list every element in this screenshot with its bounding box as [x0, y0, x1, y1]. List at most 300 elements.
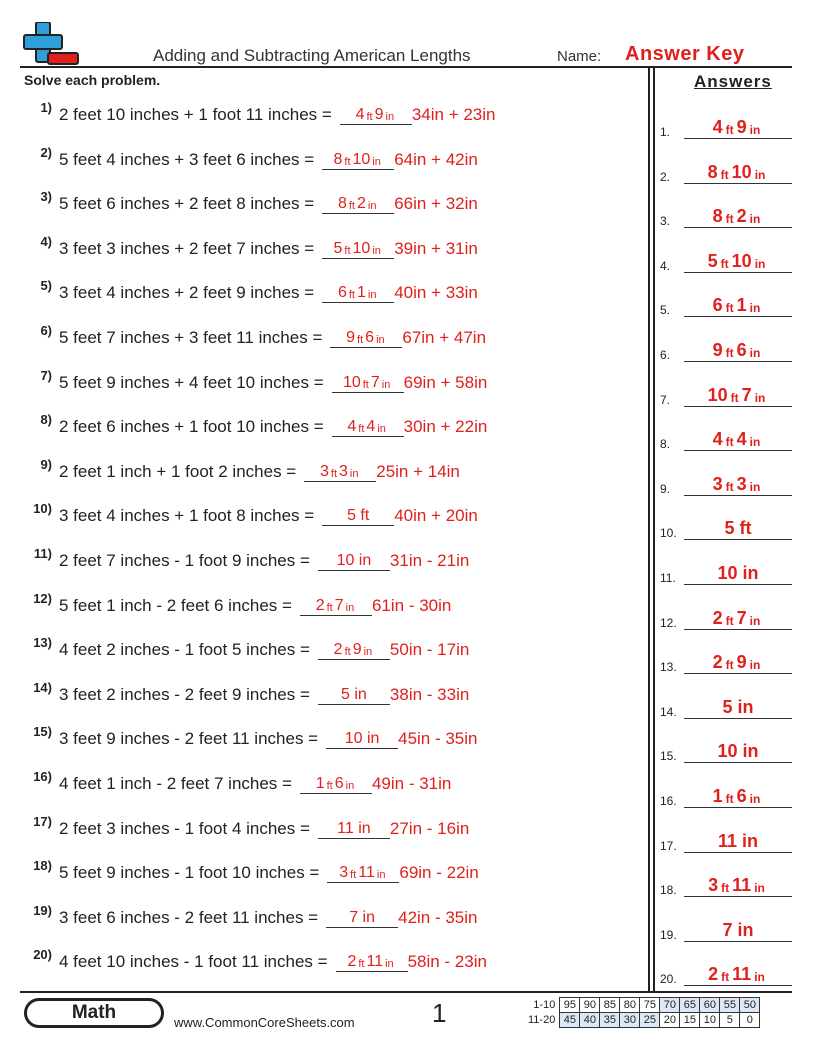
problem-line — [59, 682, 469, 705]
problem-line — [59, 191, 478, 214]
answer-line — [684, 515, 792, 540]
answer-row — [660, 912, 792, 942]
answer-number: 13. — [660, 660, 677, 675]
answer-row — [660, 823, 792, 853]
score-cell: 20 — [660, 1013, 680, 1028]
answer-value: 7 — [741, 384, 752, 405]
problem-number: 7) — [40, 367, 52, 383]
problem-row — [24, 100, 644, 130]
problem-text: 3 feet 2 inches - 2 feet 9 inches = — [59, 684, 310, 704]
answer-unit: ft — [330, 467, 338, 480]
answer-blank — [332, 414, 404, 437]
answer-blank — [336, 949, 408, 972]
instructions: Solve each problem. — [24, 72, 161, 88]
answer-value: 10 — [731, 161, 752, 182]
answer-line — [684, 560, 792, 585]
answer-row — [660, 332, 792, 362]
problem-number: 2) — [40, 144, 52, 160]
problem-line — [59, 637, 469, 660]
answer-unit: in — [754, 167, 766, 182]
answer-value: 2 — [712, 652, 723, 673]
answer-line — [684, 961, 792, 986]
problem-text: 2 feet 3 inches - 1 foot 4 inches = — [59, 818, 310, 838]
answer-line — [684, 694, 792, 719]
score-cell: 50 — [740, 998, 760, 1013]
answer-unit: in — [345, 601, 355, 614]
answer-unit: ft — [721, 970, 730, 985]
problem-text: 2 feet 6 inches + 1 foot 10 inches = — [59, 417, 324, 437]
score-cell: 45 — [560, 1013, 580, 1028]
problem-number: 8) — [40, 412, 52, 428]
answer-blank — [304, 459, 376, 482]
answer-value: 7 in — [722, 919, 754, 940]
problem-number: 4) — [40, 233, 52, 249]
answer-unit: ft — [725, 301, 734, 316]
website-url: www.CommonCoreSheets.com — [174, 1015, 355, 1030]
work-shown: 39in + 31in — [394, 238, 478, 258]
answer-blank — [326, 905, 398, 928]
problem-line — [59, 147, 478, 170]
answer-blank — [318, 548, 390, 571]
answer-line — [684, 292, 792, 317]
answer-value: 1 — [736, 295, 747, 316]
answer-value: 10 in — [717, 741, 759, 762]
answer-number: 9. — [660, 481, 671, 496]
problem-number: 5) — [40, 278, 52, 294]
answer-unit: in — [754, 970, 765, 985]
answer-line — [684, 738, 792, 763]
score-cell: 90 — [580, 998, 600, 1013]
score-cell: 85 — [600, 998, 620, 1013]
answer-number: 6. — [660, 348, 671, 362]
answer-blank — [322, 503, 394, 526]
answer-value: 11 in — [717, 830, 759, 851]
answer-row — [660, 689, 792, 719]
work-shown: 30in + 22in — [403, 417, 488, 437]
problem-row — [24, 724, 644, 754]
problem-row — [24, 680, 644, 710]
answer-blank — [327, 860, 399, 883]
problem-number: 9) — [40, 456, 52, 472]
answer-line — [684, 828, 792, 853]
answer-unit: in — [749, 613, 761, 628]
answer-row — [660, 109, 792, 139]
answer-unit: ft — [357, 334, 364, 346]
answer-value: 4 — [366, 418, 376, 436]
problem-line — [59, 280, 478, 303]
problem-number: 6) — [40, 323, 52, 338]
problem-row — [24, 323, 644, 353]
answer-value: 9 — [374, 106, 384, 123]
answer-line — [684, 426, 792, 451]
problem-text: 5 feet 1 inch - 2 feet 6 inches = — [59, 595, 292, 615]
work-shown: 50in - 17in — [389, 640, 470, 660]
problem-text: 2 feet 10 inches + 1 foot 11 inches = — [59, 105, 332, 124]
problem-text: 4 feet 1 inch - 2 feet 7 inches = — [59, 774, 292, 793]
answer-unit: in — [754, 881, 765, 896]
answer-unit: ft — [720, 167, 729, 182]
score-cell: 10 — [700, 1013, 720, 1028]
answer-row — [660, 377, 792, 407]
answer-unit: in — [754, 390, 766, 405]
answer-row — [660, 510, 792, 540]
answer-value: 2 — [315, 596, 325, 614]
answer-value: 4 — [355, 106, 365, 123]
answer-unit: ft — [725, 613, 734, 628]
answer-unit: ft — [725, 658, 734, 673]
answer-unit: in — [385, 111, 395, 123]
answer-unit: in — [754, 256, 766, 271]
answer-line — [684, 203, 792, 228]
work-shown: 25in + 14in — [376, 461, 460, 481]
answer-number: 7. — [660, 392, 671, 407]
problem-text: 3 feet 4 inches + 2 feet 9 inches = — [59, 283, 315, 303]
answer-value: 8 — [712, 206, 723, 227]
answer-number: 4. — [660, 258, 671, 273]
answer-unit: in — [367, 289, 377, 302]
problem-line — [59, 548, 469, 571]
work-shown: 69in - 22in — [399, 863, 479, 883]
problem-line — [59, 102, 495, 125]
problem-line — [59, 771, 451, 794]
answer-row — [660, 154, 792, 184]
work-shown: 40in + 20in — [394, 506, 478, 526]
answer-value: 3 — [712, 473, 723, 494]
answer-unit: ft — [344, 155, 351, 168]
answer-unit: ft — [326, 601, 333, 614]
answer-unit: in — [372, 244, 381, 257]
problem-row — [24, 145, 644, 175]
problem-text: 3 feet 6 inches - 2 feet 11 inches = — [59, 907, 319, 927]
answer-unit: ft — [344, 244, 351, 257]
answer-value: 9 — [736, 652, 747, 673]
answer-number: 12. — [660, 615, 677, 630]
problem-text: 3 feet 4 inches + 1 foot 8 inches = — [59, 506, 315, 526]
answer-value: 9 — [352, 641, 362, 659]
problem-line — [59, 816, 469, 839]
answer-value: 4 — [736, 429, 747, 450]
work-shown: 38in - 33in — [389, 684, 470, 704]
problem-number: 3) — [40, 189, 52, 205]
answer-unit: in — [749, 123, 761, 137]
answer-row — [660, 287, 792, 317]
answer-row — [660, 198, 792, 228]
answer-unit: ft — [326, 780, 333, 792]
answer-unit: ft — [350, 869, 357, 882]
answer-value: 2 — [708, 964, 719, 985]
problem-row — [24, 278, 644, 308]
answer-unit: ft — [366, 111, 373, 123]
answer-number: 10. — [660, 526, 677, 541]
answer-number: 16. — [660, 794, 677, 808]
answer-value: 5 — [707, 250, 718, 271]
score-cell: 80 — [620, 998, 640, 1013]
subject-badge: Math — [24, 998, 164, 1028]
answer-unit: in — [345, 780, 355, 792]
answer-unit: ft — [720, 256, 729, 271]
answer-value: 9 — [736, 117, 747, 137]
answer-value: 6 — [736, 786, 747, 806]
answer-value: 9 — [346, 329, 356, 346]
answer-blank — [322, 147, 394, 170]
score-cell: 30 — [620, 1013, 640, 1028]
score-cell: 65 — [680, 998, 700, 1013]
problem-line — [59, 236, 478, 259]
answer-value: 5 — [333, 239, 343, 257]
answer-row — [660, 956, 792, 986]
answer-value: 3 — [708, 875, 719, 896]
answer-unit: in — [749, 658, 761, 673]
answer-number: 11. — [660, 571, 676, 585]
answer-line — [684, 159, 792, 184]
problem-text: 2 feet 7 inches - 1 foot 9 inches = — [59, 551, 310, 570]
answer-line — [684, 471, 792, 496]
work-shown: 27in - 16in — [389, 818, 470, 838]
answer-number: 17. — [660, 838, 677, 853]
answer-unit: in — [363, 646, 373, 659]
answer-unit: in — [749, 346, 761, 360]
problem-text: 4 feet 10 inches - 1 foot 11 inches = — [59, 952, 328, 972]
problem-row — [24, 947, 644, 977]
problem-text: 5 feet 9 inches + 4 feet 10 inches = — [59, 372, 324, 392]
answer-blank — [322, 236, 394, 259]
score-cell: 35 — [600, 1013, 620, 1028]
answer-value: 2 — [347, 953, 357, 971]
answer-unit: ft — [358, 423, 365, 436]
answer-value: 2 — [333, 641, 343, 659]
problem-number: 10) — [33, 501, 52, 517]
score-table — [526, 997, 760, 1028]
problem-number: 12) — [33, 590, 52, 606]
problem-number: 14) — [33, 679, 52, 695]
answer-blank — [300, 771, 372, 794]
score-cell: 0 — [740, 1013, 760, 1028]
answer-number: 14. — [660, 704, 677, 719]
score-range-label: 1-10 — [533, 999, 556, 1011]
logo-plus-minus-icon — [22, 22, 80, 66]
problem-number: 13) — [33, 635, 52, 651]
problem-line — [59, 459, 460, 482]
answer-row — [660, 644, 792, 674]
page-title: Adding and Subtracting American Lengths — [153, 46, 471, 65]
answer-line — [684, 783, 792, 808]
answer-value: 4 — [347, 418, 357, 436]
answer-value: 5 in — [341, 685, 367, 703]
problem-row — [24, 769, 644, 799]
answer-number: 18. — [660, 883, 677, 898]
problem-number: 19) — [33, 902, 52, 918]
score-cell: 40 — [580, 1013, 600, 1028]
answer-value: 4 — [712, 117, 723, 137]
answer-number: 19. — [660, 927, 677, 942]
problem-number: 17) — [33, 813, 52, 829]
answer-unit: in — [749, 301, 761, 316]
problem-row — [24, 903, 644, 933]
answer-value: 3 — [736, 473, 747, 494]
answer-row — [660, 600, 792, 630]
answer-value: 5 in — [722, 696, 754, 717]
answer-value: 9 — [712, 340, 723, 360]
answer-unit: ft — [358, 958, 365, 971]
answer-row — [660, 778, 792, 808]
answer-line — [684, 872, 792, 897]
work-shown: 58in - 23in — [407, 952, 487, 972]
answer-unit: in — [749, 792, 761, 806]
score-cell: 55 — [720, 998, 740, 1013]
score-cell: 60 — [700, 998, 720, 1013]
problem-line — [59, 414, 487, 437]
work-shown: 69in + 58in — [403, 372, 488, 392]
answer-value: 10 in — [717, 563, 759, 583]
answer-value: 2 — [356, 195, 366, 213]
answer-value: 2 — [736, 206, 747, 227]
answer-unit: ft — [725, 346, 734, 360]
problem-text: 4 feet 2 inches - 1 foot 5 inches = — [59, 640, 310, 660]
answer-value: 6 — [334, 775, 344, 792]
answer-number: 20. — [660, 972, 677, 987]
column-divider — [648, 68, 650, 992]
score-cell: 5 — [720, 1013, 740, 1028]
answer-unit: in — [385, 958, 394, 971]
score-cell: 15 — [680, 1013, 700, 1028]
answer-unit: in — [749, 212, 761, 227]
work-shown: 45in - 35in — [398, 729, 478, 749]
answer-number: 5. — [660, 303, 671, 318]
problem-row — [24, 234, 644, 264]
answer-unit: ft — [362, 378, 369, 391]
answer-number: 15. — [660, 749, 677, 764]
problem-row — [24, 501, 644, 531]
answer-unit: in — [749, 435, 761, 450]
answer-line — [684, 248, 792, 273]
problem-row — [24, 591, 644, 621]
problem-line — [59, 860, 479, 883]
answer-value: 11 — [732, 875, 752, 896]
score-row — [526, 1013, 760, 1028]
answer-value: 7 — [334, 596, 344, 614]
answer-unit: ft — [725, 479, 734, 494]
answer-number: 3. — [660, 214, 671, 229]
answer-unit: in — [381, 378, 391, 391]
answer-unit: in — [376, 334, 385, 346]
problem-text: 3 feet 3 inches + 2 feet 7 inches = — [59, 238, 315, 258]
answer-value: 6 — [736, 340, 747, 360]
page-number: 1 — [432, 998, 447, 1028]
score-range-label: 11-20 — [528, 1014, 556, 1026]
answer-value: 10 — [342, 373, 361, 391]
answer-value: 5 ft — [347, 507, 370, 525]
problem-row — [24, 546, 644, 576]
problem-row — [24, 457, 644, 487]
answer-unit: ft — [721, 881, 730, 896]
problem-text: 5 feet 6 inches + 2 feet 8 inches = — [59, 194, 315, 214]
answer-unit: ft — [725, 792, 734, 806]
score-row — [526, 998, 760, 1013]
answer-line — [684, 917, 792, 942]
answer-value: 10 — [707, 384, 728, 405]
answer-value: 1 — [356, 284, 366, 302]
answer-value: 3 — [319, 462, 329, 480]
score-cell: 95 — [560, 998, 580, 1013]
answer-value: 11 — [366, 953, 384, 971]
work-shown: 40in + 33in — [394, 283, 478, 303]
answer-blank — [326, 726, 398, 749]
answer-number: 1. — [660, 125, 671, 139]
work-shown: 34in + 23in — [411, 105, 496, 124]
answer-value: 10 in — [336, 552, 372, 569]
answer-value: 3 — [339, 462, 348, 480]
name-label: Name: — [557, 48, 602, 65]
work-shown: 61in - 30in — [371, 595, 452, 615]
problem-number: 16) — [33, 769, 52, 784]
answer-unit: ft — [730, 390, 739, 405]
answer-key-label: Answer Key — [625, 43, 745, 65]
answer-blank — [340, 102, 412, 125]
problem-line — [59, 593, 451, 616]
problem-number: 15) — [33, 724, 52, 740]
answer-unit: in — [372, 155, 381, 168]
answer-line — [684, 382, 792, 407]
answer-row — [660, 733, 792, 763]
answer-unit: in — [367, 200, 377, 213]
answer-unit: ft — [725, 435, 734, 450]
footer-divider — [20, 991, 792, 993]
problem-number: 20) — [33, 947, 52, 963]
work-shown: 42in - 35in — [398, 907, 478, 927]
answer-value: 6 — [337, 284, 347, 302]
answer-unit: ft — [348, 289, 355, 302]
answer-unit: ft — [725, 123, 734, 137]
answer-row — [660, 555, 792, 585]
answer-unit: ft — [344, 646, 351, 659]
answer-row — [660, 243, 792, 273]
answer-value: 5 ft — [724, 518, 752, 539]
answer-line — [684, 337, 792, 362]
problem-line — [59, 726, 478, 749]
problem-line — [59, 503, 478, 526]
answer-value: 1 — [315, 775, 325, 792]
problem-row — [24, 858, 644, 888]
problem-line — [59, 370, 487, 393]
answer-line — [684, 649, 792, 674]
answer-value: 8 — [707, 161, 718, 182]
problem-line — [59, 905, 478, 928]
problem-number: 11) — [33, 546, 52, 561]
problem-number: 18) — [33, 858, 52, 874]
problem-row — [24, 412, 644, 442]
answer-blank — [318, 816, 390, 839]
answer-value: 11 — [732, 964, 752, 985]
answer-blank — [330, 325, 402, 348]
problem-text: 5 feet 9 inches - 1 foot 10 inches = — [59, 863, 320, 883]
work-shown: 66in + 32in — [394, 194, 478, 214]
work-shown: 49in - 31in — [371, 774, 452, 793]
answer-blank — [322, 280, 394, 303]
answer-value: 6 — [712, 295, 723, 316]
answer-value: 10 in — [344, 730, 380, 748]
problem-row — [24, 368, 644, 398]
score-cell: 75 — [640, 998, 660, 1013]
answer-value: 3 — [339, 864, 349, 882]
answer-value: 2 — [712, 607, 723, 628]
answer-unit: in — [376, 869, 386, 882]
work-shown: 64in + 42in — [394, 149, 478, 169]
answer-blank — [318, 682, 390, 705]
answer-value: 1 — [712, 786, 723, 806]
answer-number: 8. — [660, 437, 671, 452]
problem-text: 5 feet 7 inches + 3 feet 11 inches = — [59, 328, 323, 347]
answer-value: 10 — [352, 150, 371, 168]
